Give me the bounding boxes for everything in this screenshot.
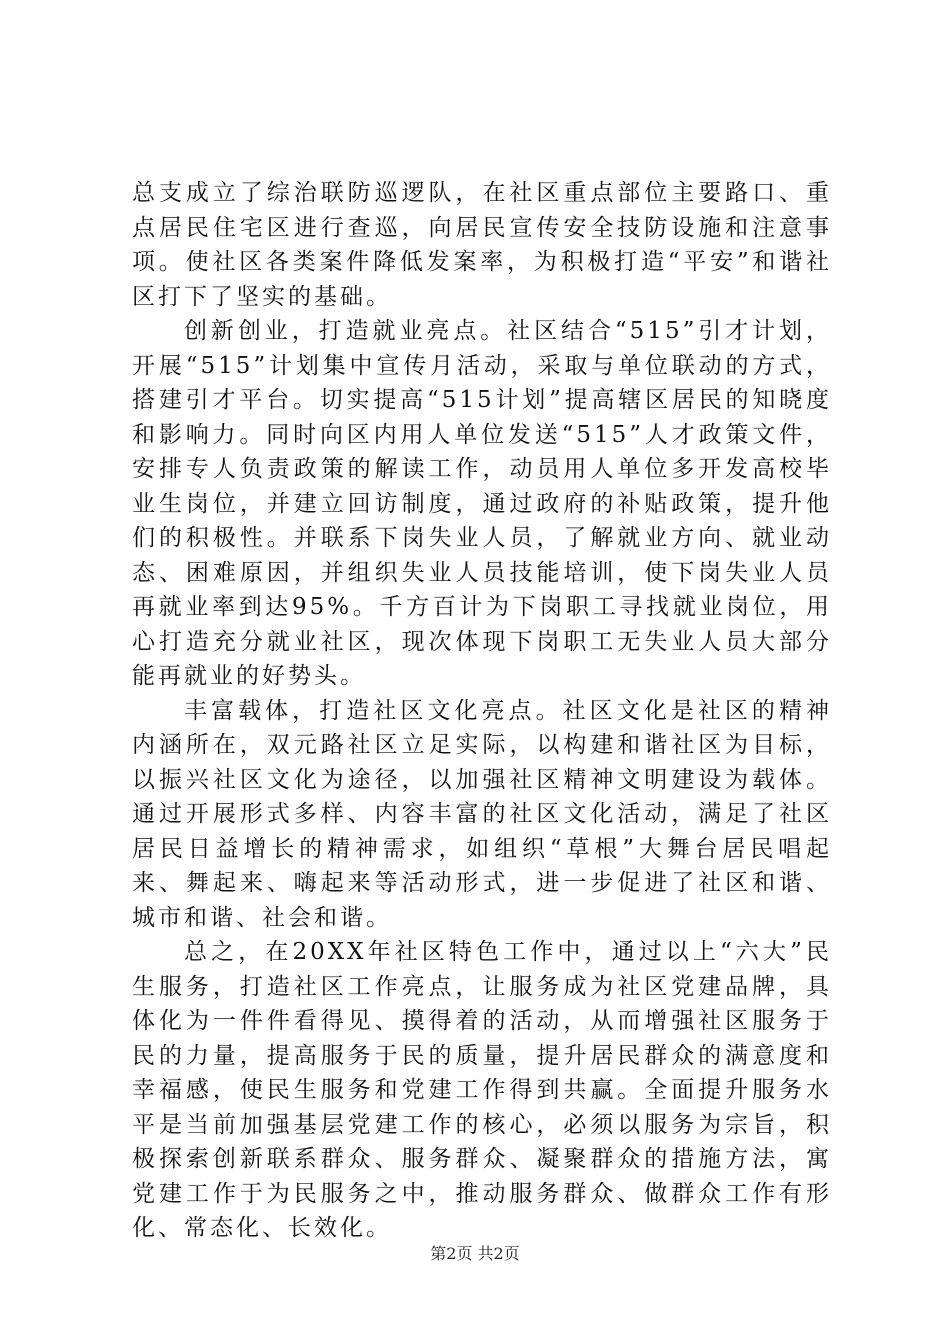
paragraph-security-patrol: 总支成立了综治联防巡逻队，在社区重点部位主要路口、重点居民住宅区进行查巡，向居民宣传安全技防设施和注意事项。使社区各类案件降低发案率，为积极打造“平安”和谐社区打下了坚实的基础。 <box>132 180 832 310</box>
paragraph-employment: 创新创业，打造就业亮点。社区结合“515”引才计划，开展“515”计划集中宣传月活动，采取与单位联动的方式，搭建引才平台。切实提高“515计划”提高辖区居民的知晓度和影响力。同时向区内用人单位发送“515”人才政策文件，安排专人负责政策的解读工作，动员用人单位多开发高校毕业生岗位，并建立回访制度，通过政府的补贴政策，提升他们的积极性。并联系下岗失业人员，了解就业方向、就业动态、困难原因，并组织失业人员技能培训，使下岗失业人员再就业率到达95%。千方百计为下岗职工寻找就业岗位，用心打造充分就业社区，现次体现下岗职工无失业人员大部分能再就业的好势头。 <box>132 318 832 689</box>
document-body <box>132 176 832 1246</box>
page-number-footer: 第2页 共2页 <box>430 1244 520 1263</box>
paragraph-culture: 丰富载体，打造社区文化亮点。社区文化是社区的精神内涵所在，双元路社区立足实际，以构建和谐社区为目标，以振兴社区文化为途径，以加强社区精神文明建设为载体。通过开展形式多样、内容丰富的社区文化活动，满足了社区居民日益增长的精神需求，如组织“草根”大舞台居民唱起来、舞起来、嗨起来等活动形式，进一步促进了社区和谐、城市和谐、社会和谐。 <box>132 697 832 931</box>
paragraph-summary: 总之，在20XX年社区特色工作中，通过以上“六大”民生服务，打造社区工作亮点，让服务成为社区党建品牌，具体化为一件件看得见、摸得着的活动，从而增强社区服务于民的力量，提高服务于民的质量，提升居民群众的满意度和幸福感，使民生服务和党建工作得到共赢。全面提升服务水平是当前加强基层党建工作的核心，必须以服务为宗旨，积极探索创新联系群众、服务群众、凝聚群众的措施方法，寓党建工作于为民服务之中，推动服务群众、做群众工作有形化、常态化、长效化。 <box>132 939 832 1241</box>
